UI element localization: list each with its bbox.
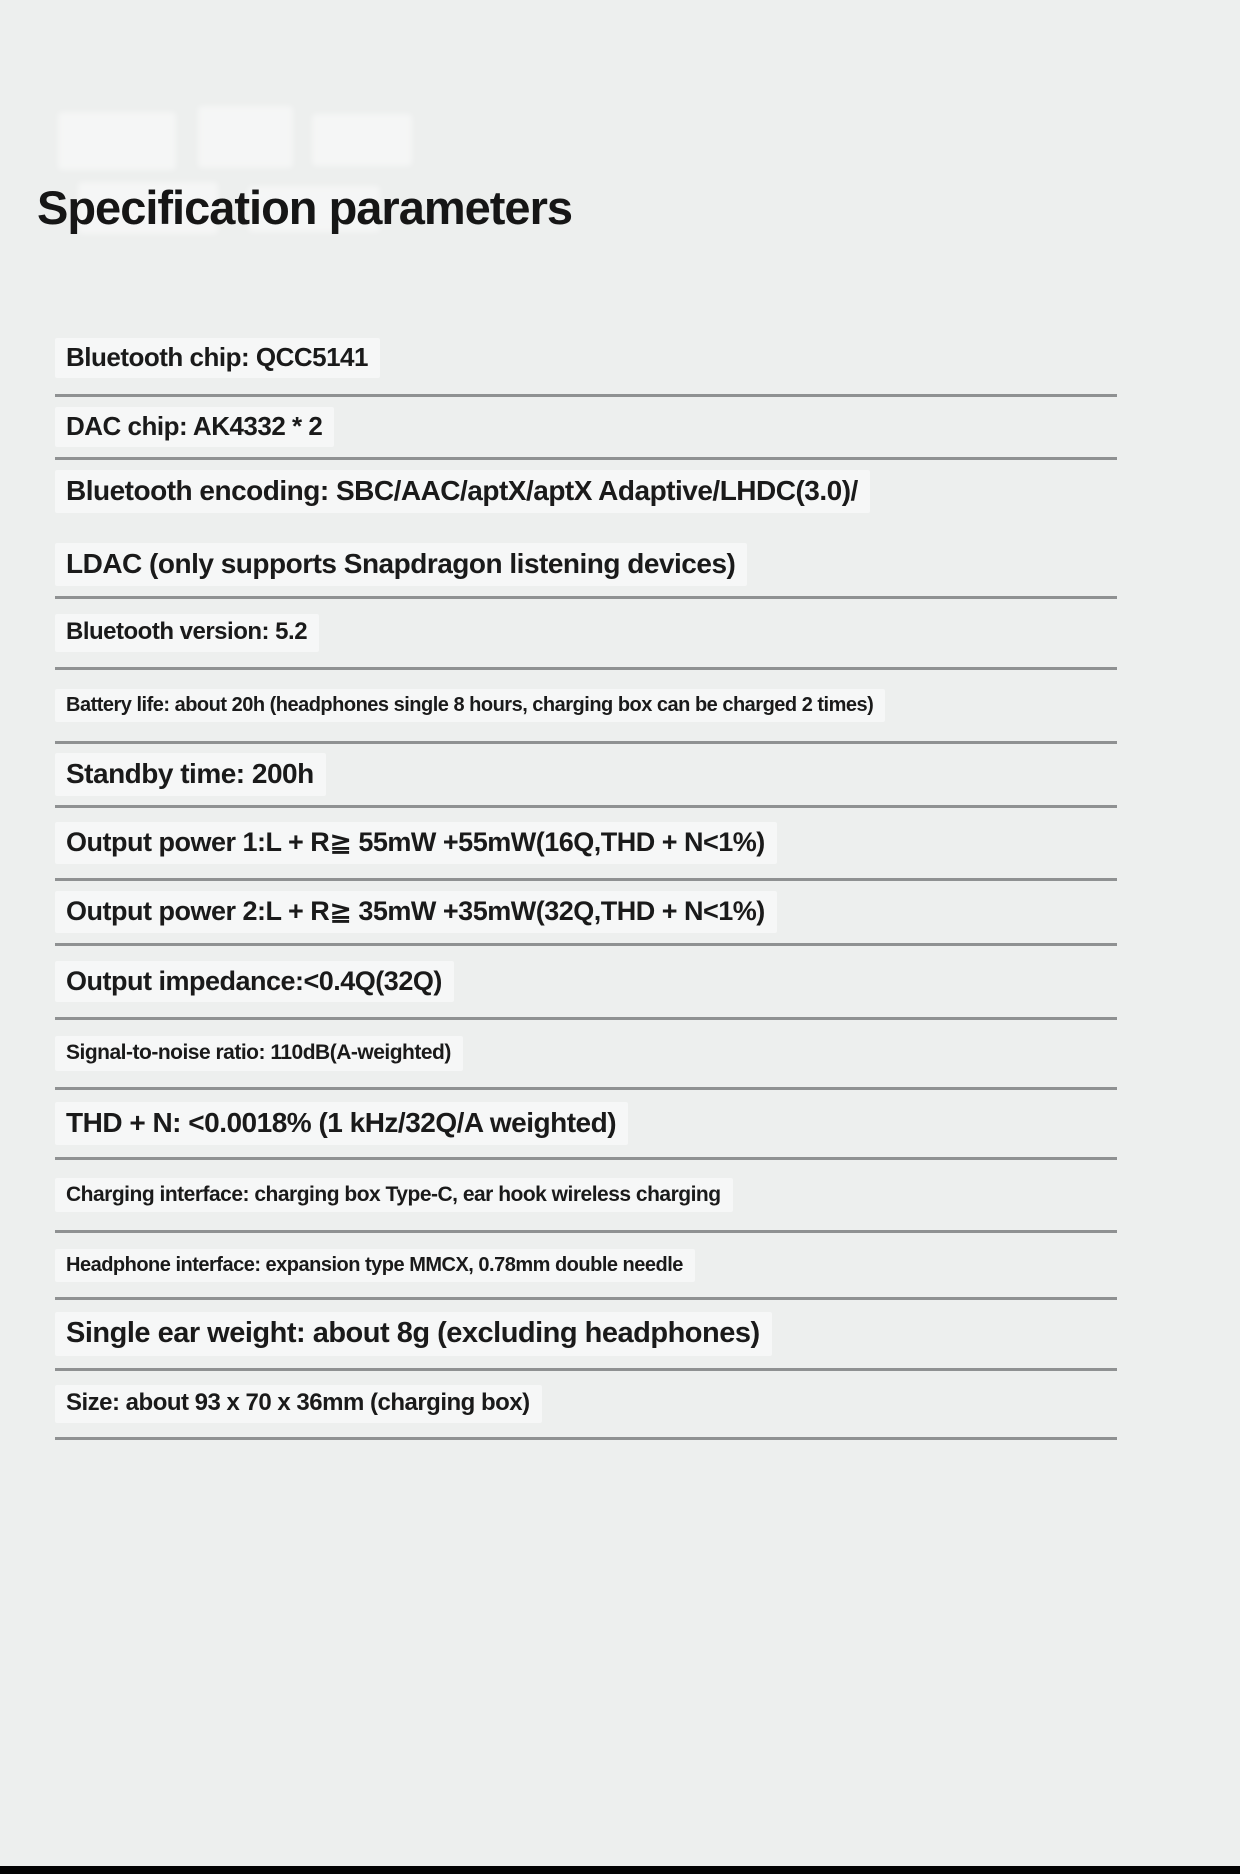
spec-text: Size: about 93 x 70 x 36mm (charging box): [55, 1385, 542, 1423]
spec-text: Standby time: 200h: [55, 753, 326, 796]
spec-row-output-power-1: [55, 808, 1117, 881]
spec-text: Single ear weight: about 8g (excluding headphones): [55, 1312, 772, 1356]
spec-text: Bluetooth chip: QCC5141: [55, 338, 380, 378]
watermark-block: [198, 106, 293, 168]
spec-row-bluetooth-version: [55, 599, 1117, 670]
spec-row-signal-to-noise: [55, 1020, 1117, 1090]
spec-text: Output impedance:<0.4Q(32Q): [55, 961, 454, 1002]
spec-row-bluetooth-encoding: [55, 460, 1117, 599]
spec-text: Headphone interface: expansion type MMCX, 0.78mm double needle: [55, 1249, 695, 1282]
spec-row-battery-life: [55, 670, 1117, 744]
spec-row-size: [55, 1371, 1117, 1440]
spec-text: Battery life: about 20h (headphones single 8 hours, charging box can be charged 2 times): [55, 689, 885, 722]
spec-text: DAC chip: AK4332 * 2: [55, 407, 334, 447]
section-divider-strip: [0, 1866, 1240, 1874]
spec-row-thd-n: [55, 1090, 1117, 1160]
spec-text-line2: LDAC (only supports Snapdragon listening devices): [55, 543, 747, 586]
spec-row-standby-time: [55, 744, 1117, 808]
spec-text: Bluetooth encoding: SBC/AAC/aptX/aptX Adaptive/LHDC(3.0)/: [55, 470, 870, 513]
spec-text: Signal-to-noise ratio: 110dB(A-weighted): [55, 1036, 463, 1070]
spec-row-bluetooth-chip: [55, 322, 1117, 397]
spec-row-dac-chip: [55, 397, 1117, 460]
spec-row-output-impedance: [55, 946, 1117, 1020]
spec-text: THD + N: <0.0018% (1 kHz/32Q/A weighted): [55, 1102, 628, 1145]
spec-text: Output power 2:L + R≧ 35mW +35mW(32Q,THD + N<1%): [55, 891, 777, 932]
watermark-block: [312, 114, 412, 166]
spec-row-charging-interface: [55, 1160, 1117, 1233]
watermark-block: [58, 112, 176, 170]
spec-row-headphone-interface: [55, 1233, 1117, 1300]
spec-list: [55, 322, 1117, 1440]
spec-text: Output power 1:L + R≧ 55mW +55mW(16Q,THD + N<1%): [55, 822, 777, 863]
spec-row-single-ear-weight: [55, 1300, 1117, 1371]
spec-text: Bluetooth version: 5.2: [55, 614, 319, 652]
page-title: Specification parameters: [37, 181, 572, 235]
spec-row-output-power-2: [55, 881, 1117, 946]
spec-text: Charging interface: charging box Type-C, ear hook wireless charging: [55, 1178, 733, 1212]
